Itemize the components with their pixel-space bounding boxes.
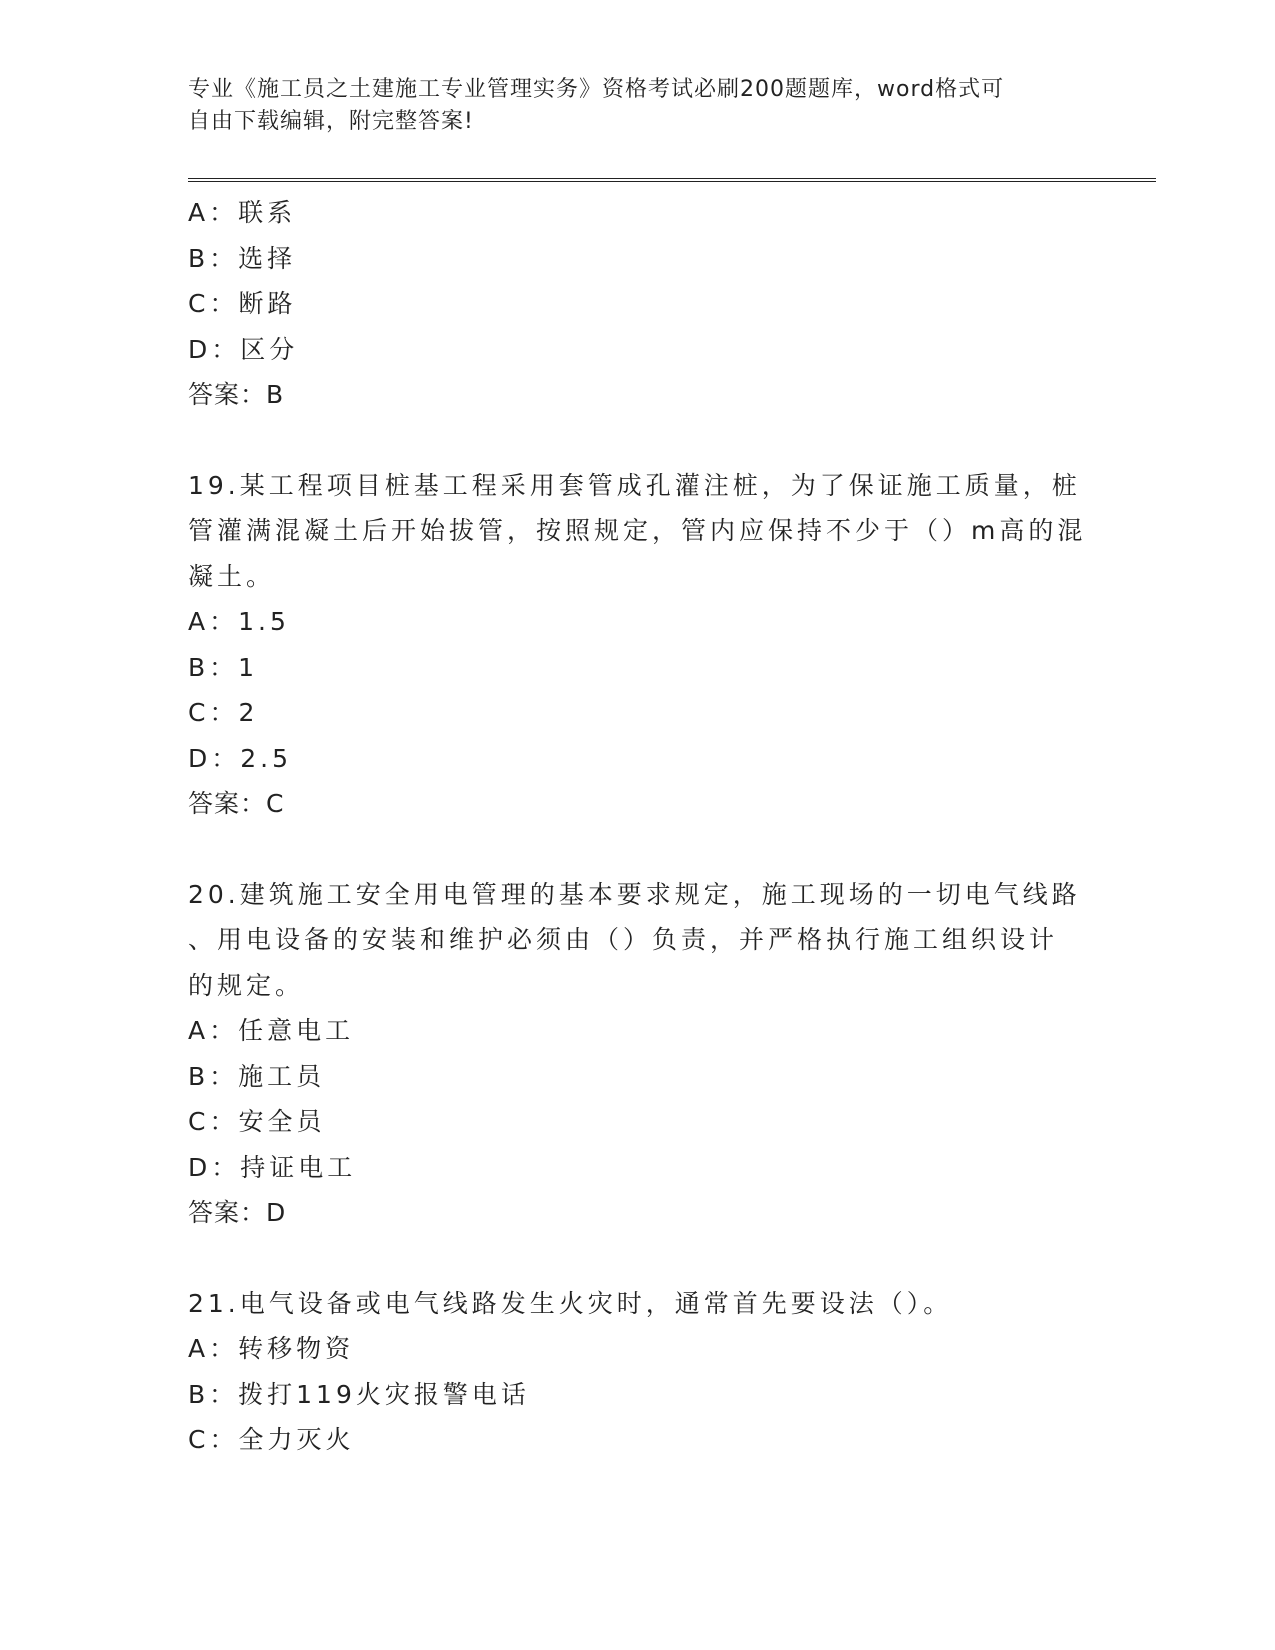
option-c: C：2	[188, 698, 259, 727]
spacer	[188, 418, 1088, 463]
option-a: A：联系	[188, 198, 297, 227]
question-block-prev	[188, 190, 1088, 418]
answer: 答案：B	[188, 380, 285, 409]
question-text-line: 管灌满混凝土后开始拔管，按照规定，管内应保持不少于（）m高的混	[188, 516, 1087, 545]
question-block-21	[188, 1281, 1088, 1463]
spacer	[188, 1236, 1088, 1281]
option-c: C：安全员	[188, 1107, 326, 1136]
option-b: B：施工员	[188, 1061, 326, 1091]
question-block-19	[188, 463, 1088, 827]
question-text-line: 19.某工程项目桩基工程采用套管成孔灌注桩，为了保证施工质量，桩	[188, 470, 1081, 500]
spacer	[188, 827, 1088, 872]
question-block-20	[188, 872, 1088, 1236]
option-b: B：拨打119火灾报警电话	[188, 1379, 530, 1409]
option-a: A：1.5	[188, 607, 290, 636]
option-c: C：断路	[188, 289, 297, 318]
option-d: D：2.5	[188, 743, 293, 773]
option-d: D：持证电工	[188, 1152, 357, 1182]
option-b: B：1	[188, 652, 259, 682]
option-b: B：选择	[188, 243, 297, 273]
option-d: D：区分	[188, 334, 299, 364]
answer: 答案：D	[188, 1198, 287, 1227]
option-a: A：任意电工	[188, 1016, 355, 1045]
question-text-line: 、用电设备的安装和维护必须由（）负责，并严格执行施工组织设计	[188, 925, 1059, 954]
option-c: C：全力灭火	[188, 1425, 355, 1454]
answer: 答案：C	[188, 789, 285, 818]
document-header	[188, 74, 1068, 138]
question-text-line: 的规定。	[188, 970, 305, 1000]
header-line-1: 专业《施工员之土建施工专业管理实务》资格考试必刷200题题库，word格式可	[188, 77, 1005, 102]
question-text-line: 20.建筑施工安全用电管理的基本要求规定，施工现场的一切电气线路	[188, 879, 1081, 909]
question-text-line: 凝土。	[188, 561, 276, 591]
header-line-2: 自由下载编辑，附完整答案!	[188, 109, 474, 134]
option-a: A：转移物资	[188, 1334, 355, 1363]
header-divider	[188, 178, 1156, 182]
question-list	[188, 190, 1088, 1463]
question-text-line: 21.电气设备或电气线路发生火灾时，通常首先要设法（）。	[188, 1288, 953, 1318]
